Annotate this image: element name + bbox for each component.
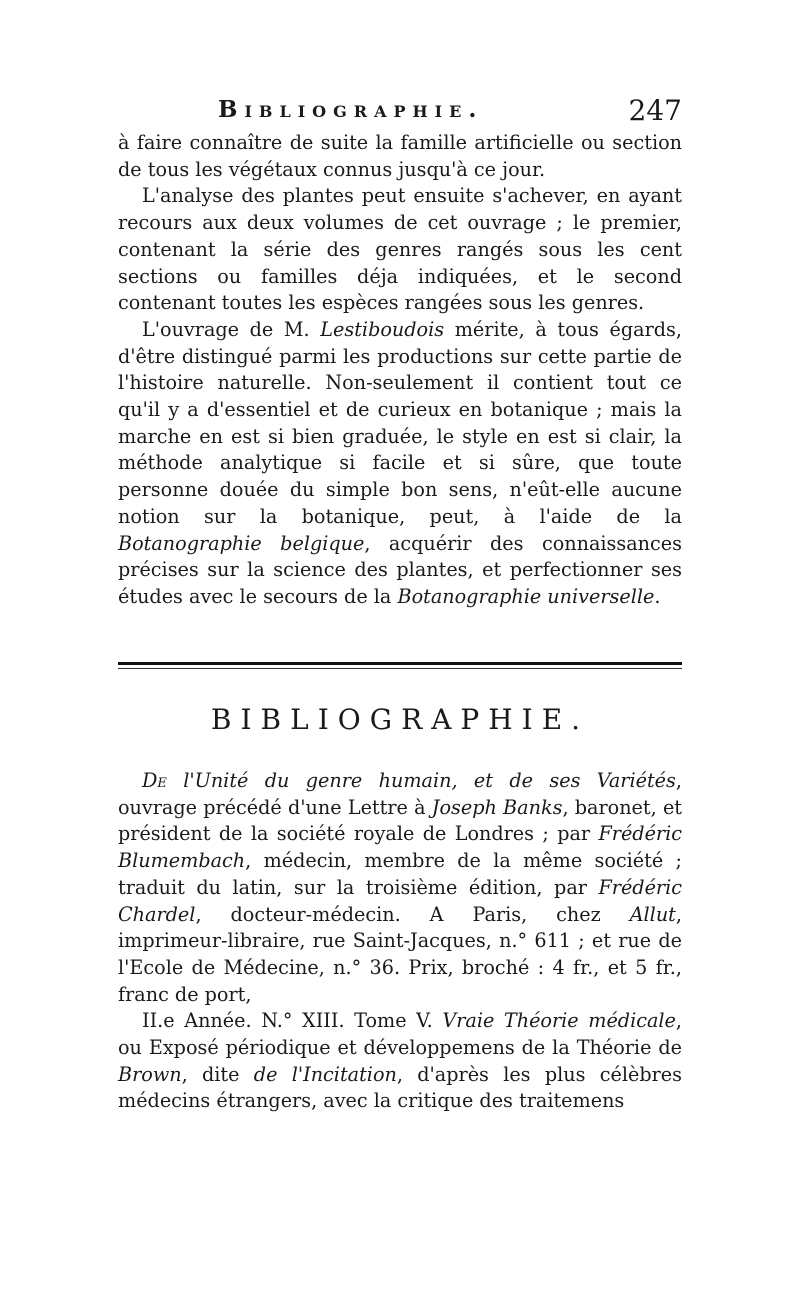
- body-text-top: [118, 130, 682, 611]
- publisher-name: Allut: [629, 902, 676, 926]
- theory-name: de l'Incitation: [253, 1062, 397, 1086]
- page-number: 247: [628, 94, 682, 127]
- person-name: Frédéric Chardel: [118, 875, 682, 926]
- body-text-bottom: [118, 768, 682, 1115]
- book-title: Botanographie belgique: [118, 531, 365, 555]
- paragraph-continuation: à faire connaître de suite la famille artificielle ou section de tous les végétaux connus jusqu'à ce jour.: [118, 131, 682, 181]
- text-run: , acquérir des connaissances précises sur la science des plantes, et perfectionner ses études avec le secours de la: [118, 531, 682, 608]
- text-run: L'ouvrage de M.: [142, 317, 321, 341]
- text-run: , imprimeur-libraire, rue Saint-Jacques, n.° 611 ; et rue de l'Ecole de Médecine, n.° 36. Prix, broché : 4 fr., et 5 fr., franc de port,: [118, 902, 682, 1006]
- text-run: , ouvrage précédé d'une Lettre à: [118, 769, 682, 819]
- entry-initial-word: De: [142, 769, 167, 792]
- bibliography-entry: [118, 768, 682, 1008]
- text-run: II.e Année. N.° XIII. Tome V.: [142, 1009, 443, 1033]
- section-heading: BIBLIOGRAPHIE.: [210, 703, 590, 736]
- work-title: Vraie Théorie médicale: [442, 1009, 676, 1033]
- book-title: Botanographie universelle: [397, 584, 655, 608]
- author-name: Lestiboudois: [320, 317, 445, 341]
- text-run: .: [654, 584, 661, 608]
- divider-thin-line: [118, 668, 682, 669]
- work-title: l'Unité du genre humain, et de ses Variétés: [166, 769, 676, 792]
- section-divider: [118, 662, 682, 672]
- text-run: , ou Exposé périodique et développemens de la Théorie de: [118, 1009, 682, 1060]
- text-run: , dite: [181, 1062, 254, 1086]
- text-run: , docteur-médecin. A Paris, chez: [195, 902, 630, 926]
- paragraph-review: [118, 317, 682, 611]
- divider-thick-line: [118, 662, 682, 665]
- text-run: mérite, à tous égards, d'être distingué parmi les productions sur cette partie de l'histoire naturelle. Non-seulement il contient tout ce qu'il y a d'essentiel et de curieux en botanique ; mais la marche en est si bien graduée, le style en est si clair, la méthode analytique si facile et si sûre, que toute personne douée du simple bon sens, n'eût-elle aucune notion sur la botanique, peut, à l'aide de la: [118, 317, 682, 528]
- running-header: [118, 94, 682, 128]
- bibliography-entry: [118, 1008, 682, 1115]
- running-title: Bibliographie.: [218, 96, 484, 123]
- person-name: Frédéric Blumembach: [118, 822, 682, 873]
- person-name: Joseph Banks: [431, 795, 563, 819]
- text-run: , baronet, et président de la société royale de Londres ; par: [118, 795, 683, 846]
- person-name: Brown: [118, 1062, 182, 1086]
- paragraph-analysis: L'analyse des plantes peut ensuite s'achever, en ayant recours aux deux volumes de cet ouvrage ; le premier, contenant la série des genres rangés sous les cent sections ou familles déja indiquées, et le second contenant toutes les espèces rangées sous les genres.: [118, 184, 682, 315]
- text-run: , d'après les plus célèbres médecins étrangers, avec la critique des traitemens: [118, 1062, 682, 1113]
- text-run: , médecin, membre de la même société ; traduit du latin, sur la troisième édition, par: [118, 849, 682, 899]
